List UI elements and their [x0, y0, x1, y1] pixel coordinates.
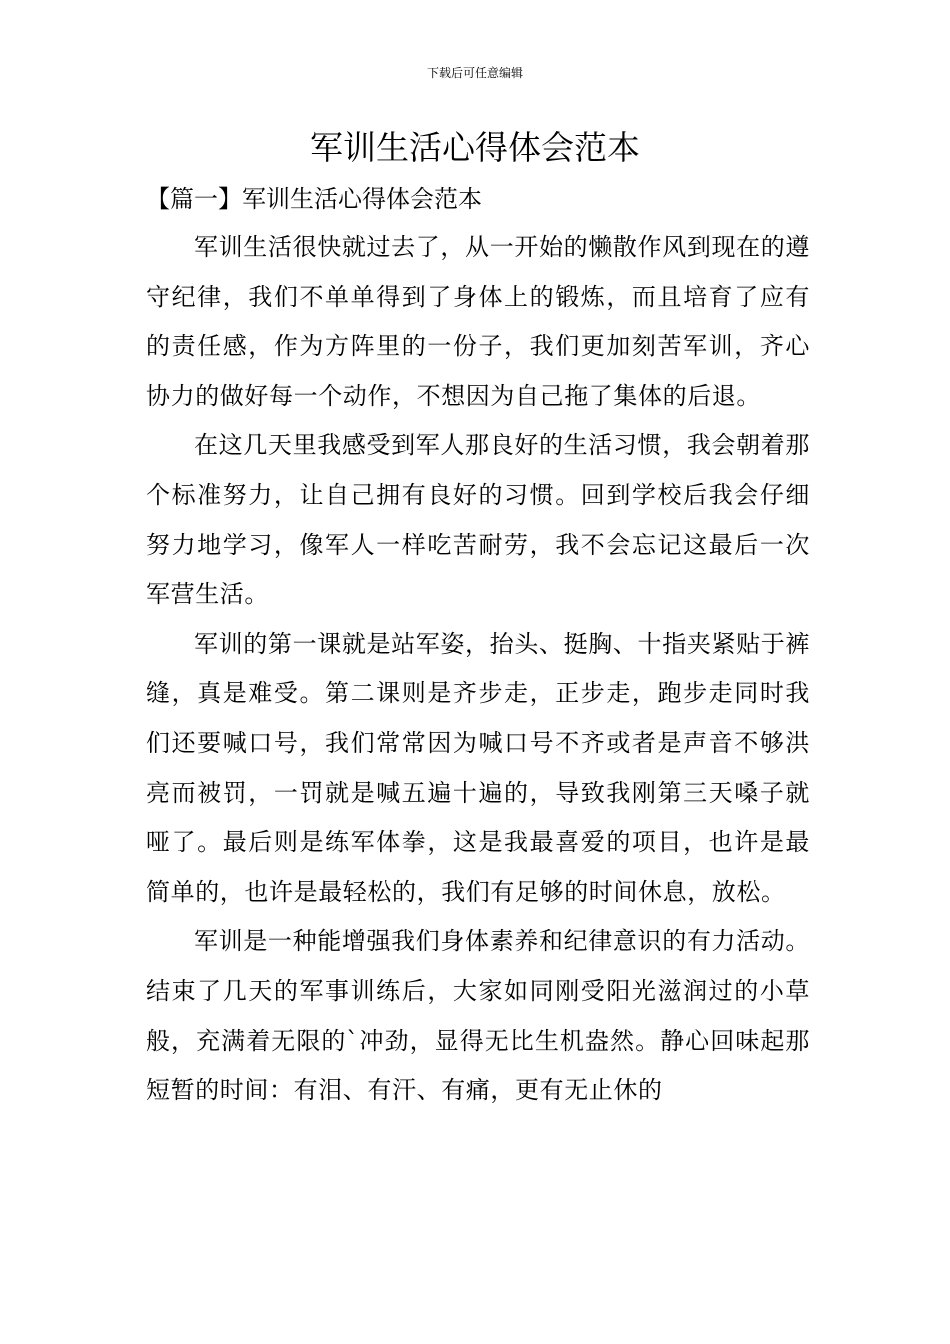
paragraph: 军训的第一课就是站军姿，抬头、挺胸、十指夹紧贴于裤缝，真是难受。第二课则是齐步走，正步走，跑步走同时我们还要喊口号，我们常常因为喊口号不齐或者是声音不够洪亮而被罚，一罚就是喊五遍十遍的，导致我刚第三天嗓子就哑了。最后则是练军体拳，这是我最喜爱的项目，也许是最简单的，也许是最轻松的，我们有足够的时间休息，放松。	[146, 629, 810, 906]
paragraph: 军训是一种能增强我们身体素养和纪律意识的有力活动。结束了几天的军事训练后，大家如同刚受阳光滋润过的小草般，充满着无限的`冲劲，显得无比生机盎然。静心回味起那短暂的时间：有泪、有汗、有痛，更有无止休的	[146, 927, 810, 1105]
section-heading: 【篇一】军训生活心得体会范本	[146, 185, 482, 213]
paragraph: 军训生活很快就过去了，从一开始的懒散作风到现在的遵守纪律，我们不单单得到了身体上的锻炼，而且培育了应有的责任感，作为方阵里的一份子，我们更加刻苦军训，齐心协力的做好每一个动作，不想因为自己拖了集体的后退。	[146, 233, 810, 410]
document-title: 军训生活心得体会范本	[310, 128, 640, 167]
document-body	[146, 223, 810, 1116]
header-note: 下载后可任意编辑	[426, 66, 523, 80]
paragraph: 在这几天里我感受到军人那良好的生活习惯，我会朝着那个标准努力，让自己拥有良好的习惯。回到学校后我会仔细努力地学习，像军人一样吃苦耐劳，我不会忘记这最后一次军营生活。	[146, 431, 810, 609]
